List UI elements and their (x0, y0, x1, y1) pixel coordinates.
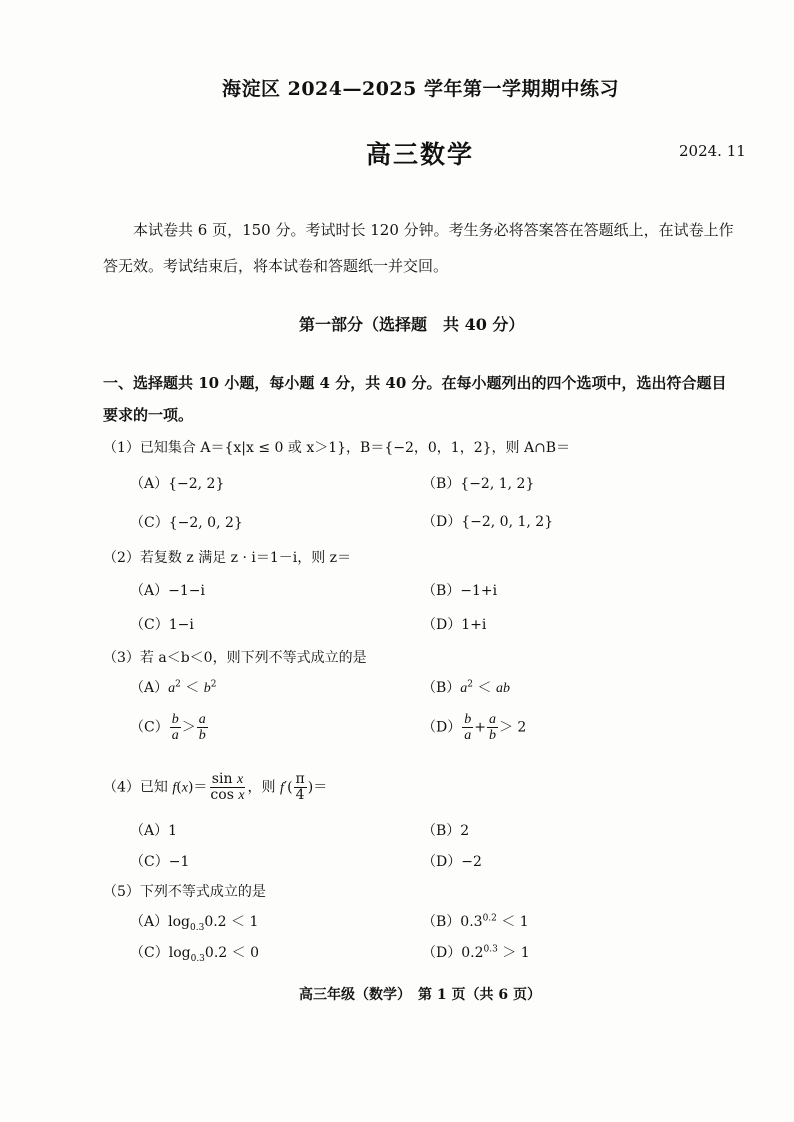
q2-option-a: （A）−1−i (130, 583, 205, 599)
question-3 (103, 647, 367, 667)
part-one-title: 第一部分（选择题 共 40 分） (299, 315, 525, 334)
question-4: （4）已知 f(x)＝ $\frac{\text{sin x}}{\text{cos x}}$ ，则 f′( $\frac{\pi}{4}$ )＝ (103, 771, 328, 803)
question-stem: 若复数 z 满足 z · i＝1－i，则 z＝ (139, 550, 352, 566)
q4-option-c: （C）−1 (130, 854, 190, 870)
q1-option-d: （D）{−2, 0, 1, 2} (422, 514, 554, 530)
question-5 (103, 881, 266, 901)
exam-title: 海淀区 2024—2025 学年第一学期期中练习 (222, 78, 619, 100)
question-number: （2） (103, 550, 140, 566)
page-footer: 高三年级（数学） 第 1 页（共 6 页） (299, 987, 541, 1003)
question-number: （5） (103, 884, 140, 900)
q2-option-c: （C）1−i (130, 617, 194, 633)
question-stem: 已知集合 A＝{x|x ≤ 0 或 x＞1}，B＝{−2，0，1，2}，则 A∩B＝ (139, 440, 571, 456)
q3-option-b: $(B)a^2$ ＜ ab (422, 679, 510, 696)
q1-option-c: （C）{−2, 0, 2} (130, 515, 243, 531)
question-number: （4） (103, 779, 140, 796)
q5-option-b: $(B)0.3^{0.2} < 1$ (422, 913, 529, 930)
question-number: （3） (103, 650, 140, 666)
q2-option-d: （D）1+i (422, 617, 487, 633)
q1-option-b: （B）{−2, 1, 2} (422, 476, 535, 492)
question-number: （1） (103, 440, 140, 456)
q3-option-d: （D） $\frac{b}{a}$ + $\frac{a}{b}$ ＞ 2 (422, 712, 527, 743)
q4-option-d: （D）−2 (422, 854, 482, 870)
question-2 (103, 547, 351, 567)
q3-option-c: （C） $\frac{b}{a}$ ＞ $\frac{a}{b}$ (130, 712, 206, 743)
exam-date: 2024. 11 (679, 142, 746, 160)
q5-option-d: $(D)0.2^{0.3} > 1$ (422, 944, 530, 961)
section-one-heading: 一、选择题共 10 小题，每小题 4 分，共 40 分。在每小题列出的四个选项中，选出符合题目要求的一项。 (103, 374, 727, 424)
q4-option-b: （B）2 (422, 823, 470, 839)
subject-title: 高三数学 (366, 140, 475, 169)
q5-option-c: $(C)\log_{0.3}0.2 < 0$ (130, 945, 259, 964)
q2-option-b: （B）−1+i (422, 583, 498, 599)
q5-option-a: $(A)\log_{0.3}0.2 < 1$ (130, 914, 259, 933)
q3-option-a: $(A)a^2 < b^2$ (130, 679, 217, 696)
q1-option-a: （A）{−2, 2} (130, 476, 225, 492)
question-stem: 下列不等式成立的是 (139, 884, 266, 900)
question-stem: 若 a＜b＜0，则下列不等式成立的是 (139, 650, 367, 666)
question-1 (103, 437, 570, 457)
q4-option-a: （A）1 (130, 823, 178, 839)
exam-notice: 本试卷共 6 页，150 分。考试时长 120 分钟。考生务必将答案答在答题纸上，在试卷上作答无效。考试结束后，将本试卷和答题纸一并交回。 (103, 221, 734, 275)
